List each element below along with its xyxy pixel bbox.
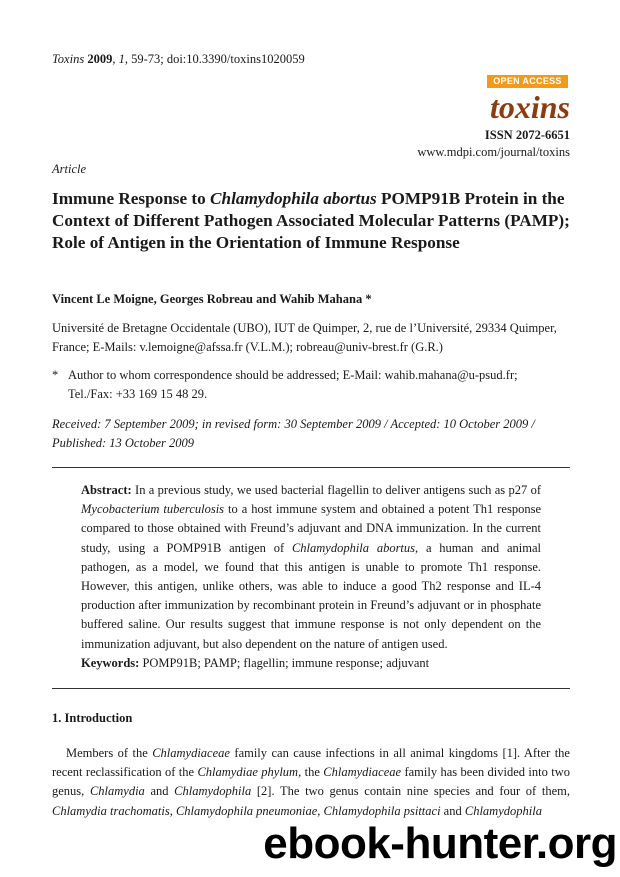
- intro-text-1: Members of the: [66, 746, 153, 760]
- intro-text-8: ,: [317, 803, 324, 818]
- intro-text-2: family can cause infections in all animal kingdoms [1]. After the recent reclassification of the: [52, 746, 570, 780]
- keywords-text: POMP91B; PAMP; flagellin; immune response; adjuvant: [139, 656, 430, 670]
- issn: ISSN 2072-6651: [484, 128, 570, 142]
- abstract-italic-2: Chlamydophila abortus: [291, 540, 416, 555]
- title-part2: POMP91B Protein in the Context of Different Pathogen Associated Molecular Patterns (PAMP); Role of Antigen in the Orientation of Immune Response: [52, 189, 570, 252]
- correspondence-marker: *: [52, 368, 59, 382]
- intro-italic-3: Chlamydiaceae: [323, 765, 402, 780]
- keywords: [81, 656, 541, 671]
- intro-text-5: and: [144, 784, 175, 799]
- citation-pages-doi: , 59-73; doi:10.3390/toxins1020059: [124, 52, 305, 66]
- intro-text-4: family has been divided into two genus,: [52, 765, 571, 799]
- intro-paragraph: [52, 744, 570, 821]
- intro-italic-2: Chlamydiae phylum,: [197, 765, 302, 780]
- abstract-label: Abstract:: [81, 483, 132, 497]
- intro-italic-6: Chlamydia trachomatis: [52, 803, 170, 818]
- title-species: Chlamydophila abortus: [210, 189, 377, 208]
- correspondence-line1: Author to whom correspondence should be addressed; E-Mail: wahib.mahana@u-psud.fr;: [68, 368, 518, 382]
- publication-dates: Received: 7 September 2009; in revised form: 30 September 2009 / Accepted: 10 October 2009 / Published: 13 October 2009: [52, 417, 535, 450]
- citation-line: Toxins 2009, 1, 59-73; doi:10.3390/toxins1020059: [52, 52, 305, 66]
- abstract: [81, 481, 541, 654]
- abstract-text-1: In a previous study, we used bacterial flagellin to deliver antigens such as p27 of: [131, 483, 541, 497]
- intro-italic-7: Chlamydophila pneumoniae: [175, 803, 318, 818]
- abstract-italic-1: Mycobacterium tuberculosis: [81, 502, 225, 517]
- article-type: Article: [52, 162, 87, 176]
- citation-journal: Toxins: [52, 52, 85, 66]
- section-heading: 1. Introduction: [52, 711, 133, 725]
- citation-year: 2009: [87, 52, 113, 66]
- authors: Vincent Le Moigne, Georges Robreau and Wahib Mahana *: [52, 292, 372, 306]
- intro-text-7: ,: [169, 803, 176, 818]
- intro-text-6: [2]. The two genus contain nine species and four of them,: [251, 784, 570, 799]
- abstract-text-3: , a human and animal pathogen, as a model, we found that this antigen is unable to promote Th1 response. However, this antigen, unlike others, was able to induce a good Th2 response and IL-4 production after immunization by recombinant protein in Freund’s adjuvant or in phosphate buffered saline. Our results suggest that immune response is not only dependent on the immunization adjuvant, but also dependent on the nature of antigen used.: [81, 540, 541, 651]
- title-part1: Immune Response to: [52, 189, 211, 208]
- intro-italic-9: Chlamydophila: [464, 803, 542, 818]
- intro-italic-4: Chlamydia: [89, 784, 145, 799]
- divider-top: [52, 467, 570, 468]
- intro-italic-1: Chlamydiaceae: [152, 746, 230, 760]
- abstract-text-2: to a host immune system and obtained a potent Th1 response compared to those obtained with Freund’s adjuvant and DNA immunization. In the current study, using a POMP91B antigen of: [81, 502, 542, 555]
- correspondence: [52, 366, 572, 404]
- paper-title: [52, 188, 572, 254]
- intro-italic-8: Chlamydophila psittaci: [323, 803, 441, 818]
- intro-text-9: and: [440, 803, 465, 818]
- correspondence-line2: Tel./Fax: +33 169 15 48 29.: [68, 387, 208, 401]
- keywords-label: Keywords:: [81, 656, 140, 670]
- affiliation: Université de Bretagne Occidentale (UBO), IUT de Quimper, 2, rue de l’Université, 29334 Quimper, France; E-Mails: v.lemoigne@afssa.fr (V.L.M.); robreau@univ-brest.fr (G.R.): [52, 321, 557, 354]
- divider-bottom: [52, 688, 570, 689]
- intro-italic-5: Chlamydophila: [174, 784, 252, 799]
- open-access-badge: OPEN ACCESS: [487, 75, 568, 88]
- citation-volume: 1: [118, 52, 125, 66]
- journal-url[interactable]: www.mdpi.com/journal/toxins: [417, 145, 570, 159]
- intro-text-3: the: [301, 765, 324, 780]
- watermark: ebook-hunter.org: [263, 819, 617, 868]
- journal-logo: toxins: [489, 89, 570, 125]
